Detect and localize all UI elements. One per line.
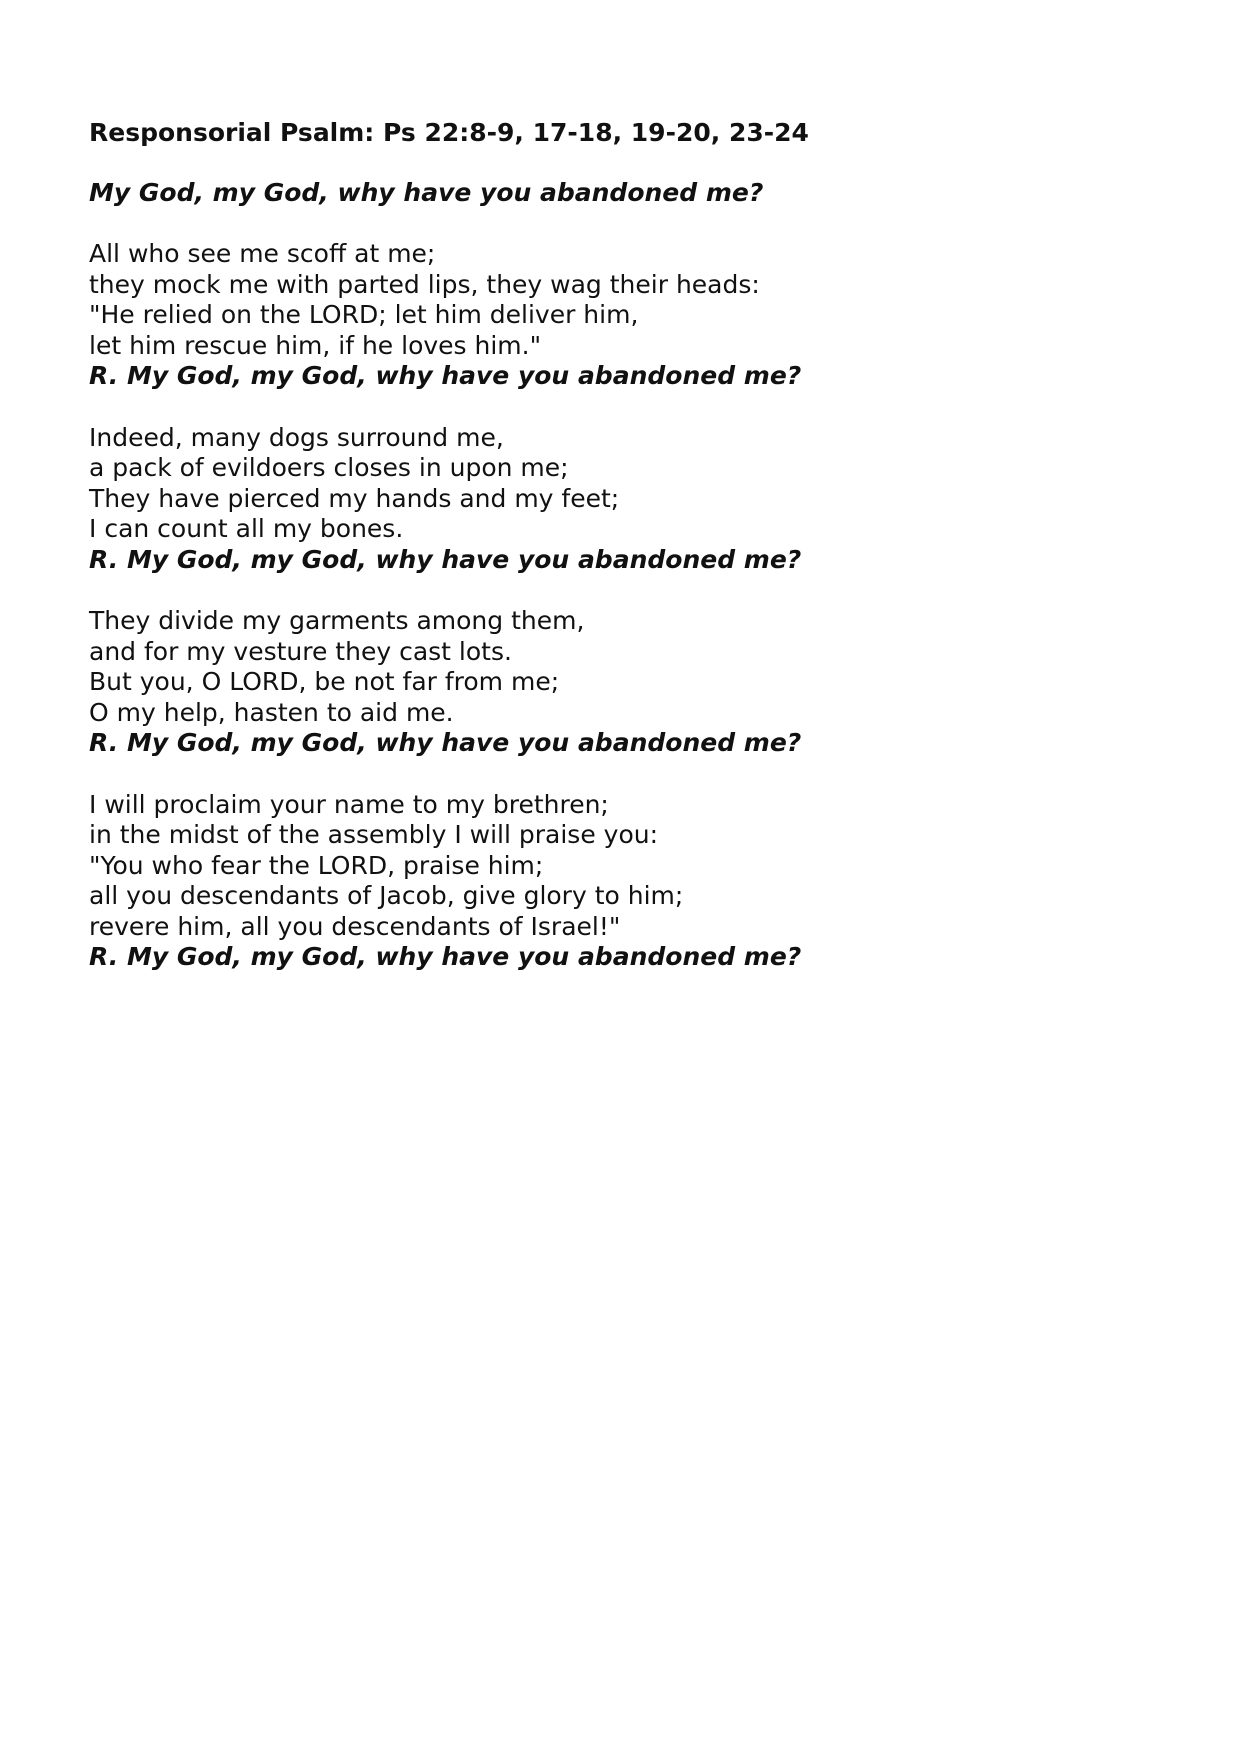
response-mark: R. [89, 728, 119, 757]
response-mark: R. [89, 942, 119, 971]
response-mark: R. [89, 544, 119, 574]
response-text: My God, my God, why have you abandoned me? [126, 361, 802, 390]
verse-line: and for my vesture they cast lots. [89, 636, 512, 666]
verse-line: revere him, all you descendants of Israel!" [89, 911, 621, 941]
verse-line: let him rescue him, if he loves him." [89, 330, 542, 360]
page-title: Responsorial Psalm: Ps 22:8-9, 17-18, 19-20, 23-24 [89, 118, 809, 147]
response-text: My God, my God, why have you abandoned me? [126, 544, 802, 574]
stanza-4 [89, 790, 1169, 973]
stanza-3 [89, 606, 1169, 759]
stanza-1 [89, 239, 1169, 392]
verse-line: They have pierced my hands and my feet; [89, 483, 620, 513]
response-text: My God, my God, why have you abandoned me? [126, 728, 802, 757]
verse-line: a pack of evildoers closes in upon me; [89, 453, 569, 482]
response-line [89, 728, 1169, 759]
verse-line: But you, O LORD, be not far from me; [89, 667, 560, 696]
response-mark: R. [89, 361, 119, 390]
verse-line: "You who fear the LORD, praise him; [89, 850, 544, 880]
verse-line: I will proclaim your name to my brethren; [89, 789, 609, 819]
verse-line: Indeed, many dogs surround me, [89, 422, 504, 452]
verse-line: O my help, hasten to aid me. [89, 697, 454, 727]
verse-line: All who see me scoff at me; [89, 239, 436, 268]
verse-line: they mock me with parted lips, they wag their heads: [89, 269, 760, 299]
verse-line: I can count all my bones. [89, 514, 404, 543]
response-line [89, 545, 1169, 576]
response-text: My God, my God, why have you abandoned me? [126, 942, 802, 971]
verse-line: "He relied on the LORD; let him deliver him, [89, 300, 639, 329]
psalm-content [89, 118, 1169, 1004]
response-line [89, 942, 1169, 973]
verse-line: They divide my garments among them, [89, 606, 585, 635]
verse-line: all you descendants of Jacob, give glory to him; [89, 881, 684, 910]
refrain-heading: My God, my God, why have you abandoned me? [89, 178, 764, 207]
verse-line: in the midst of the assembly I will praise you: [89, 820, 659, 849]
response-line [89, 361, 1169, 392]
stanza-2 [89, 423, 1169, 576]
